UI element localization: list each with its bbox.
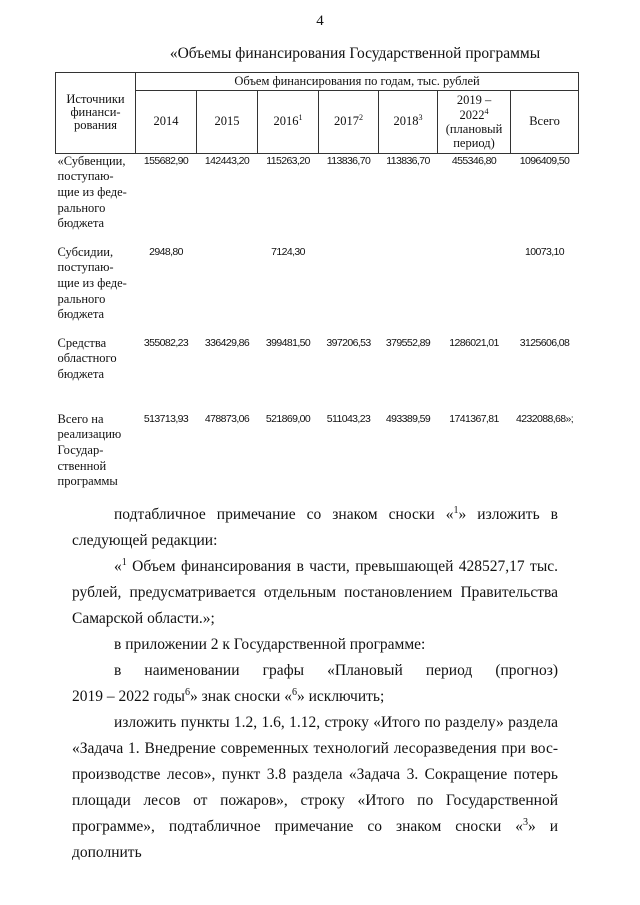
page-number: 4 xyxy=(316,13,324,29)
cell-value: 355082,23 xyxy=(143,336,189,349)
cell-value: 455346,80 xyxy=(451,154,497,167)
cell-value: 493389,59 xyxy=(385,412,431,425)
paragraph-column-name: в наименовании графы «Плановый период (прогноз) xyxy=(114,662,558,679)
cell-value: 397206,53 xyxy=(326,336,371,349)
table-title: «Объемы финансирования Государственной программы xyxy=(169,45,541,62)
paragraph-column-name-cont: 2019 – 2022 годы$^6$» знак сноски «$^6$» исключить; xyxy=(72,686,385,705)
paragraph-footnote-text: «$^1$ Объем финансирования в части, превышающей 428527,17 тыс. рублей, предусматривается отдельным постановлением Правительства Самарской области.»; xyxy=(72,556,558,627)
header-year-2017: 2017$^2$ xyxy=(319,91,379,154)
cell-value: 478873,06 xyxy=(204,412,250,425)
header-group: Объем финансирования по годам, тыс. рублей xyxy=(136,73,579,91)
cell-value: 115263,20 xyxy=(266,154,310,167)
header-year-2016: 2016$^1$ xyxy=(258,91,319,154)
cell-value: 1096409,50 xyxy=(519,154,570,167)
cell-value: 7124,30 xyxy=(271,245,305,258)
paragraph-appendix-2: в приложении 2 к Государственной программе: xyxy=(114,636,426,653)
cell-value xyxy=(379,245,438,336)
cell-value: 142443,20 xyxy=(204,154,250,167)
cell-value: 10073,10 xyxy=(525,245,565,258)
cell-value: 511043,23 xyxy=(326,412,371,425)
cell-value: 521869,00 xyxy=(265,412,311,425)
cell-value: 113836,70 xyxy=(386,154,430,167)
row-source: «Субвенции, поступаю-щие из феде-рального бюджета xyxy=(57,153,127,231)
cell-value: 513713,93 xyxy=(143,412,189,425)
cell-value: 336429,86 xyxy=(204,336,250,349)
cell-value: 399481,50 xyxy=(265,336,311,349)
row-source: Всего на реализацию Государ-ственной программы xyxy=(57,411,122,489)
table-row xyxy=(56,245,579,336)
header-total: Всего xyxy=(511,91,579,154)
cell-value: 1286021,01 xyxy=(449,336,499,349)
cell-value: 155682,90 xyxy=(143,154,189,167)
header-year-2014: 2014 xyxy=(136,91,197,154)
row-source: Средства областного бюджета xyxy=(57,335,117,381)
paragraph-footnote-note: подтабличное примечание со знаком сноски «$^1$» изложить в следующей редакции: xyxy=(72,504,558,549)
header-plan-period: 2019 – 2022$^4$ (плановый период) xyxy=(438,91,511,154)
document-body xyxy=(72,502,558,866)
cell-value xyxy=(319,245,379,336)
cell-value: 1741367,81 xyxy=(449,412,499,425)
cell-value: 4232088,68»; xyxy=(516,412,574,425)
table-row xyxy=(56,336,579,412)
cell-value: 2948,80 xyxy=(149,245,183,258)
table-row xyxy=(56,153,579,245)
cell-value: 3125606,08 xyxy=(519,336,570,349)
header-year-2015: 2015 xyxy=(197,91,258,154)
cell-value: 379552,89 xyxy=(385,336,431,349)
cell-value xyxy=(197,245,258,336)
header-source: Источники финанси-рования xyxy=(56,73,136,154)
cell-value: 113836,70 xyxy=(326,154,371,167)
paragraph-items-change: изложить пункты 1.2, 1.6, 1.12, строку «Итого по разделу» раздела «Задача 1. Внедрение современных технологий лесоразведения при вос-производстве лесов», пункт 3.8 раздела «Задача 3. Сокращение потерь площади лесов от пожаров», строку «Итого по Государственной программе», подтабличное примечание со знаком сноски «$^3$» и дополнить xyxy=(72,714,559,861)
row-source: Субсидии, поступаю-щие из феде-рального бюджета xyxy=(57,244,127,322)
table-row xyxy=(56,412,579,493)
header-year-2018: 2018$^3$ xyxy=(379,91,438,154)
financing-table xyxy=(55,72,579,493)
cell-value xyxy=(438,245,511,336)
